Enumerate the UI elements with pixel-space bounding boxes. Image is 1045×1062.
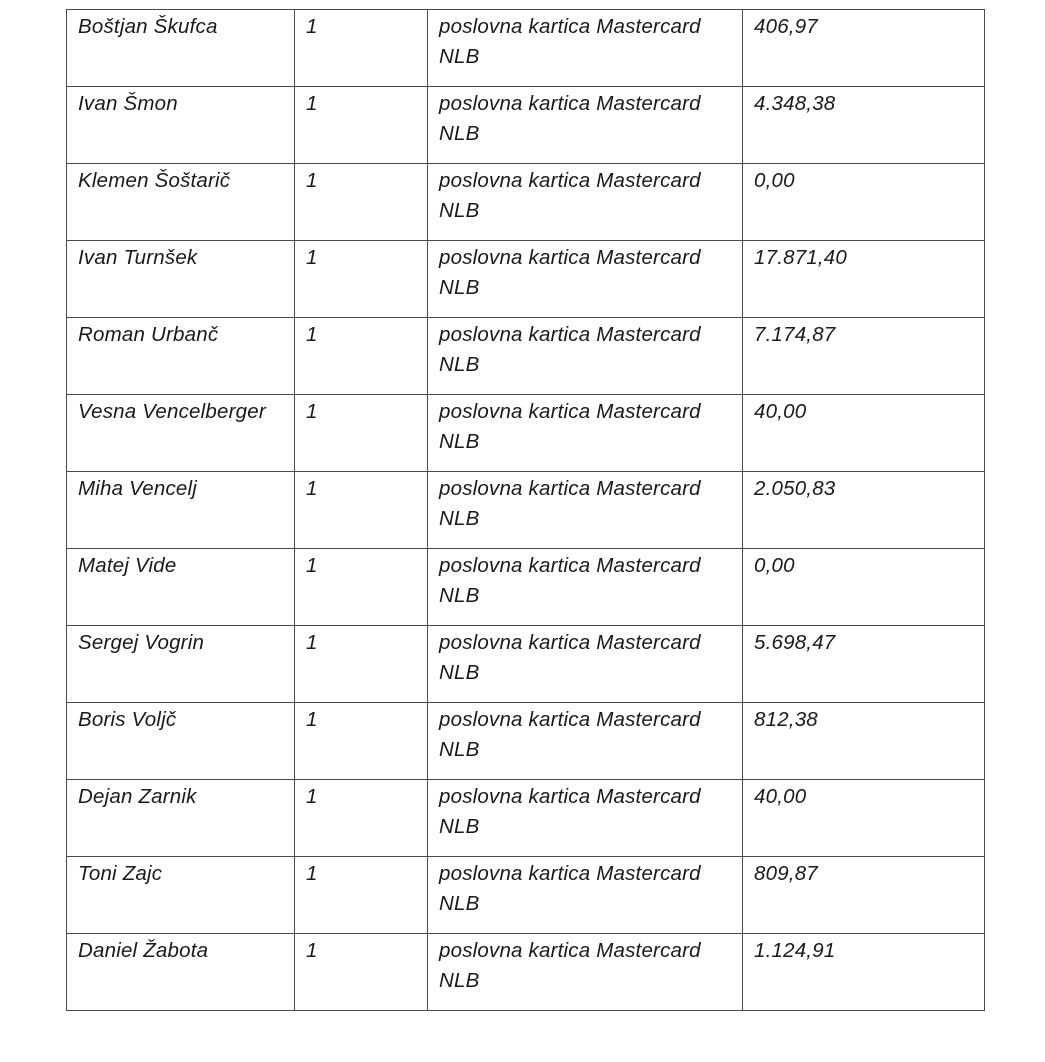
cell-quantity: 1 xyxy=(295,164,428,241)
cell-name: Miha Vencelj xyxy=(67,472,295,549)
cell-card: poslovna kartica Mastercard NLB xyxy=(428,318,743,395)
cell-card: poslovna kartica Mastercard NLB xyxy=(428,703,743,780)
cell-quantity: 1 xyxy=(295,934,428,1011)
cell-name: Boštjan Škufca xyxy=(67,10,295,87)
cell-amount: 1.124,91 xyxy=(743,934,985,1011)
table-row xyxy=(67,780,985,857)
cell-amount: 0,00 xyxy=(743,164,985,241)
cell-card: poslovna kartica Mastercard NLB xyxy=(428,395,743,472)
cell-card: poslovna kartica Mastercard NLB xyxy=(428,857,743,934)
cell-card: poslovna kartica Mastercard NLB xyxy=(428,87,743,164)
table-row xyxy=(67,10,985,87)
cell-name: Matej Vide xyxy=(67,549,295,626)
table-body xyxy=(67,10,985,1011)
table-row xyxy=(67,626,985,703)
cell-amount: 5.698,47 xyxy=(743,626,985,703)
table-row xyxy=(67,934,985,1011)
table-row xyxy=(67,549,985,626)
cell-amount: 809,87 xyxy=(743,857,985,934)
cell-quantity: 1 xyxy=(295,703,428,780)
table-row xyxy=(67,87,985,164)
cell-amount: 2.050,83 xyxy=(743,472,985,549)
cell-name: Roman Urbanč xyxy=(67,318,295,395)
table-row xyxy=(67,164,985,241)
cell-quantity: 1 xyxy=(295,10,428,87)
cell-amount: 4.348,38 xyxy=(743,87,985,164)
table-row xyxy=(67,395,985,472)
cell-quantity: 1 xyxy=(295,780,428,857)
cell-amount: 812,38 xyxy=(743,703,985,780)
cell-card: poslovna kartica Mastercard NLB xyxy=(428,549,743,626)
cardholder-table xyxy=(66,9,985,1011)
cell-amount: 0,00 xyxy=(743,549,985,626)
cell-quantity: 1 xyxy=(295,472,428,549)
cell-name: Ivan Turnšek xyxy=(67,241,295,318)
cell-amount: 40,00 xyxy=(743,395,985,472)
cell-quantity: 1 xyxy=(295,87,428,164)
cell-name: Ivan Šmon xyxy=(67,87,295,164)
cell-quantity: 1 xyxy=(295,549,428,626)
cell-amount: 7.174,87 xyxy=(743,318,985,395)
cell-card: poslovna kartica Mastercard NLB xyxy=(428,626,743,703)
cell-quantity: 1 xyxy=(295,857,428,934)
table-row xyxy=(67,241,985,318)
cell-card: poslovna kartica Mastercard NLB xyxy=(428,934,743,1011)
cell-amount: 40,00 xyxy=(743,780,985,857)
table-row xyxy=(67,857,985,934)
table-row xyxy=(67,472,985,549)
cell-quantity: 1 xyxy=(295,395,428,472)
cell-card: poslovna kartica Mastercard NLB xyxy=(428,241,743,318)
cell-card: poslovna kartica Mastercard NLB xyxy=(428,780,743,857)
cell-name: Toni Zajc xyxy=(67,857,295,934)
cell-quantity: 1 xyxy=(295,626,428,703)
cell-amount: 406,97 xyxy=(743,10,985,87)
cell-name: Vesna Vencelberger xyxy=(67,395,295,472)
cell-name: Sergej Vogrin xyxy=(67,626,295,703)
cell-name: Dejan Zarnik xyxy=(67,780,295,857)
cell-card: poslovna kartica Mastercard NLB xyxy=(428,10,743,87)
cell-name: Boris Voljč xyxy=(67,703,295,780)
cell-card: poslovna kartica Mastercard NLB xyxy=(428,164,743,241)
table-row xyxy=(67,318,985,395)
cell-amount: 17.871,40 xyxy=(743,241,985,318)
table-row xyxy=(67,703,985,780)
cell-card: poslovna kartica Mastercard NLB xyxy=(428,472,743,549)
cell-quantity: 1 xyxy=(295,318,428,395)
cell-name: Daniel Žabota xyxy=(67,934,295,1011)
cell-name: Klemen Šoštarič xyxy=(67,164,295,241)
cell-quantity: 1 xyxy=(295,241,428,318)
